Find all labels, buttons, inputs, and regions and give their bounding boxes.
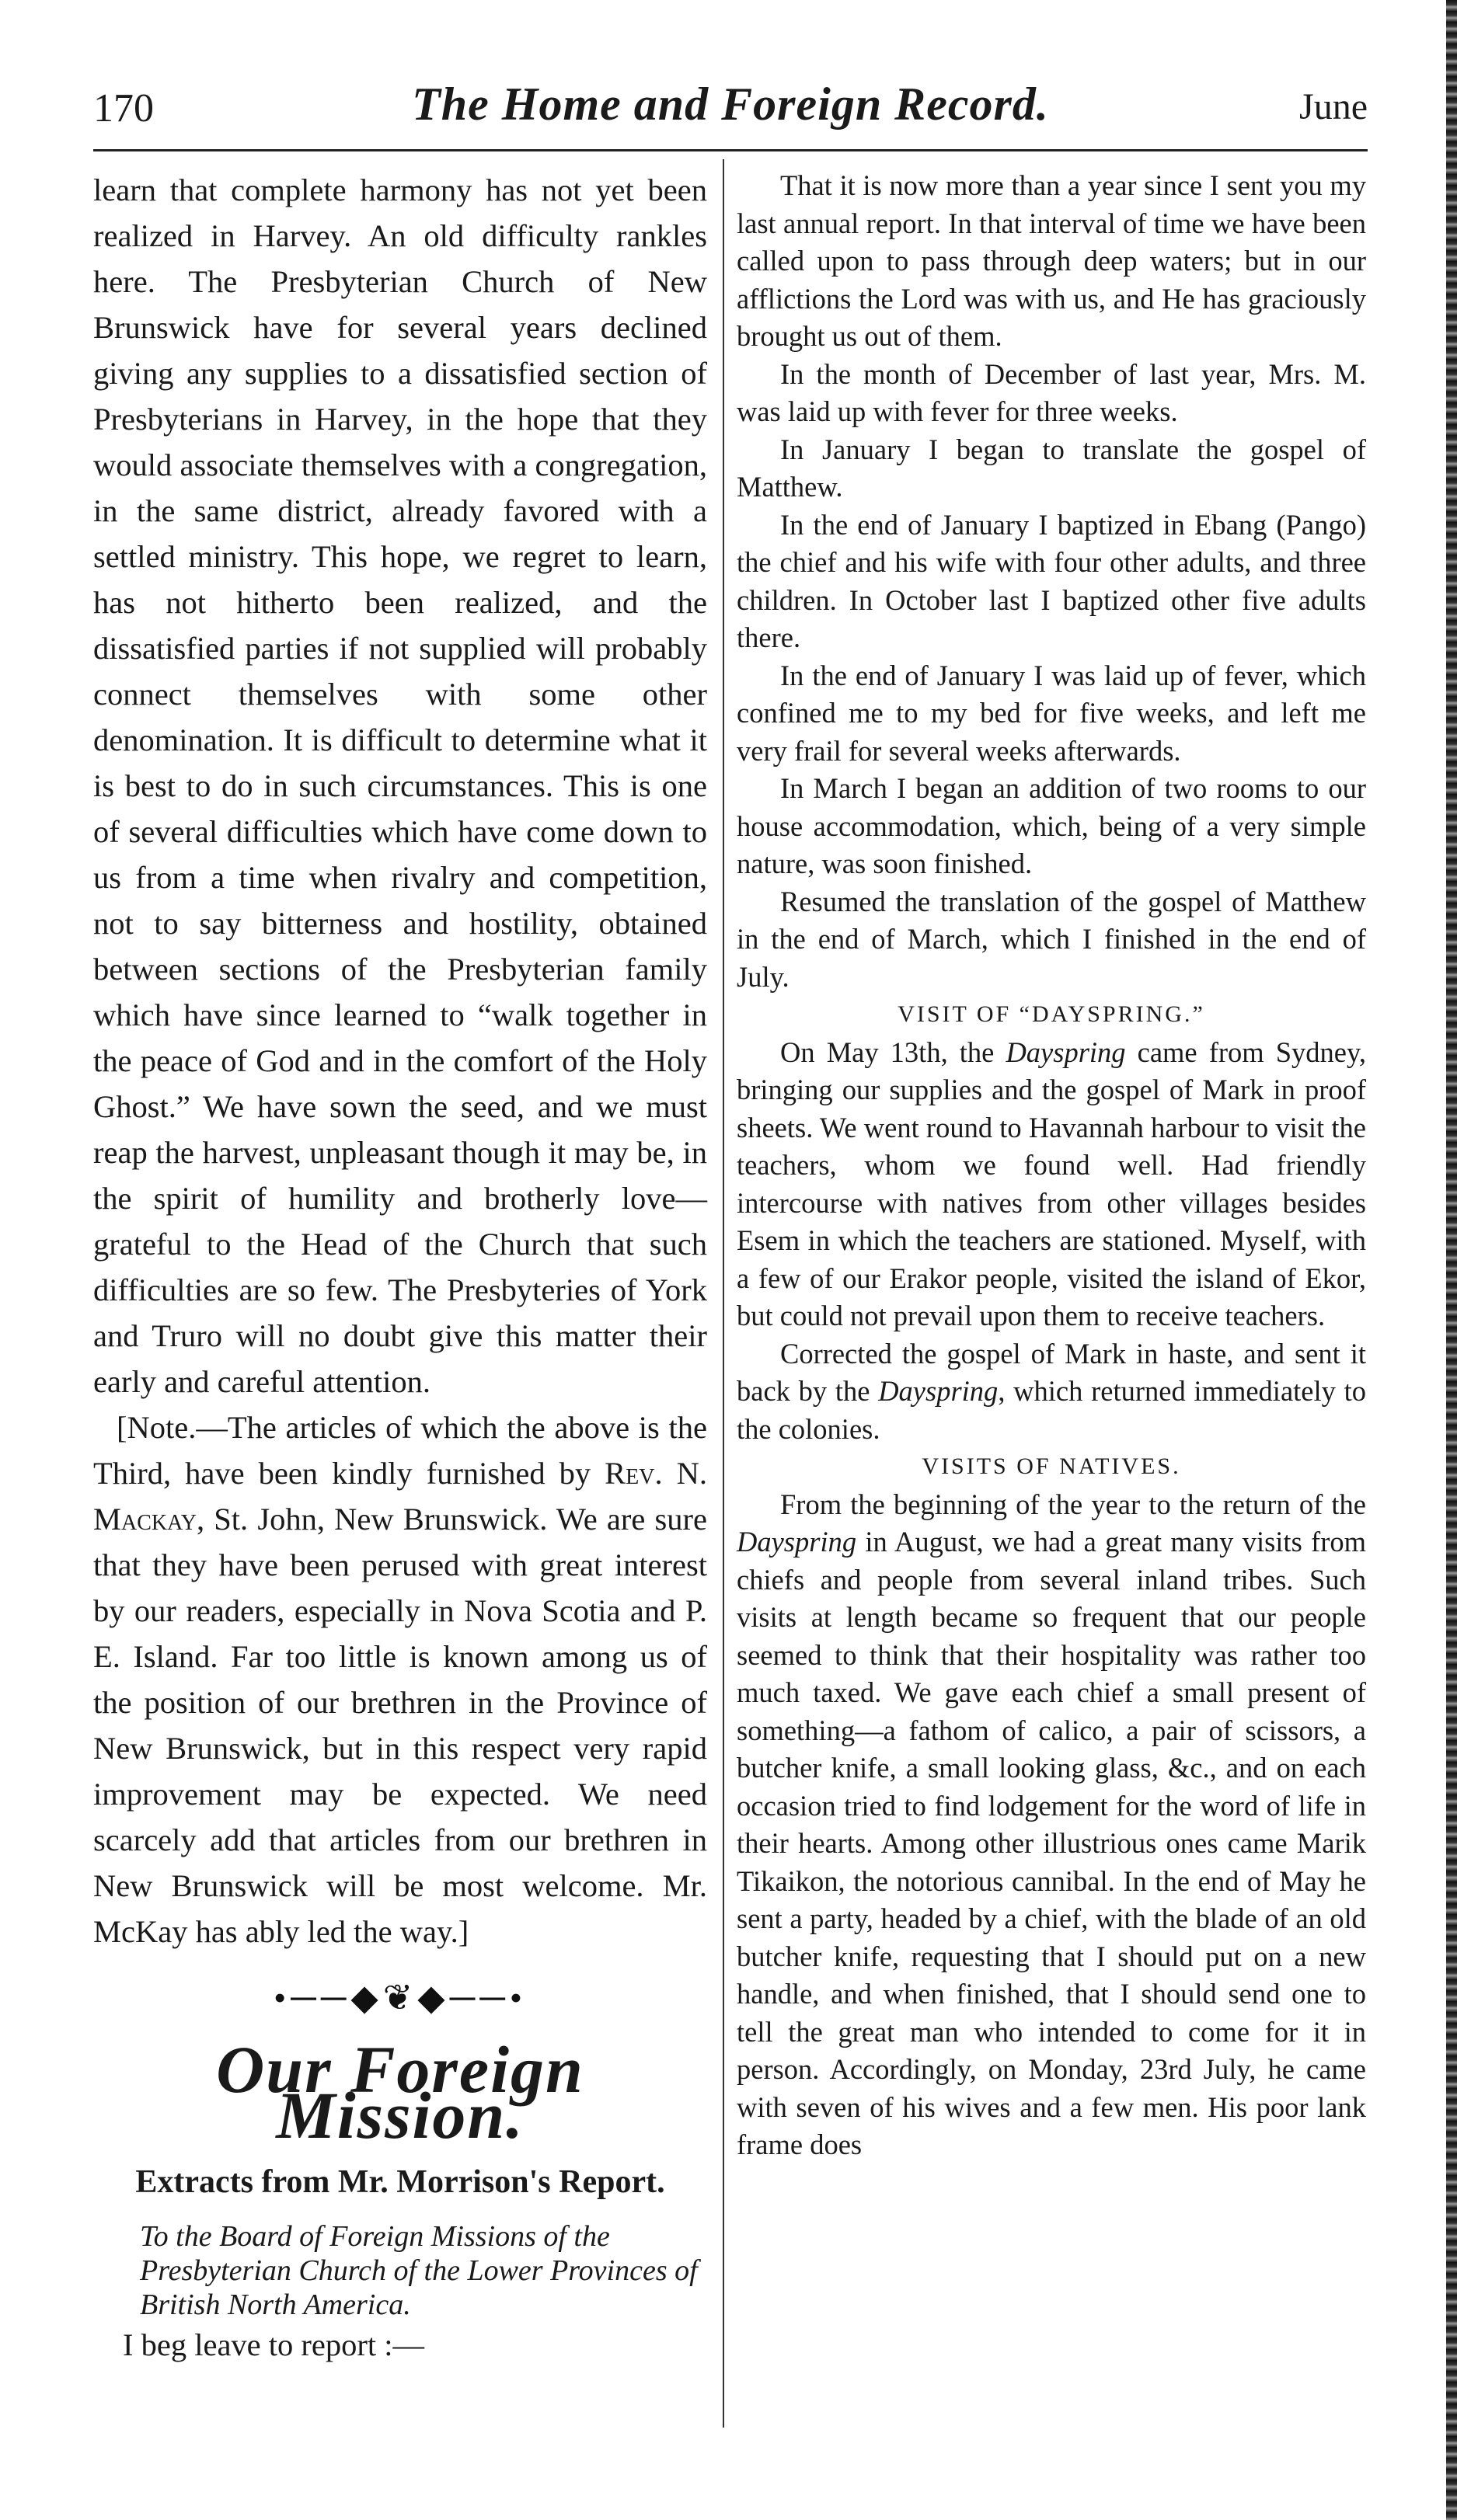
text-run: From the beginning of the year to the return of the bbox=[780, 1488, 1366, 1520]
right-column bbox=[737, 167, 1366, 2164]
paragraph: learn that complete harmony has not yet been realized in Harvey. An old difficulty rankles here. The Presbyterian Church of New Brunswick have for several years declined giving any supplies to a dissatisfied section of Presbyterians in Harvey, in the hope that they would associate themselves with a congregation, in the same district, already favored with a settled ministry. This hope, we regret to learn, has not hitherto been realized, and the dissatisfied parties if not supplied will probably connect themselves with some other denomination. It is difficult to determine what it is best to do in such circumstances. This is one of several difficulties which have come down to us from a time when rivalry and competition, not to say bitterness and hostility, obtained between sections of the Presbyterian family which have since learned to “walk together in the peace of God and in the comfort of the Holy Ghost.” We have sown the seed, and we must reap the harvest, unpleasant though it may be, in the spirit of humility and brotherly love—grateful to the Head of the Church that such difficulties are so few. The Presbyteries of York and Truro will no doubt give this matter their early and careful attention. bbox=[93, 172, 707, 1399]
report-address: To the Board of Foreign Missions of the Presbyterian Church of the Lower Provinces of British North America. bbox=[140, 2220, 698, 2321]
paragraph: In the end of January I baptized in Ebang (Pango) the chief and his wife with four other adults, and three children. In October last I baptized other five adults there. bbox=[737, 508, 1366, 653]
paragraph: In March I began an addition of two rooms to our house accommodation, which, being of a very simple nature, was soon finished. bbox=[737, 772, 1366, 879]
paragraph: In January I began to translate the gospel of Matthew. bbox=[737, 433, 1366, 503]
text-run: Corrected the gospel of Mark in haste, and sent it back by the bbox=[737, 1337, 1366, 1407]
column-divider bbox=[723, 159, 724, 2428]
paragraph bbox=[737, 1335, 1366, 1449]
ship-name: Dayspring bbox=[737, 1526, 857, 1558]
report-title: Extracts from Mr. Morrison's Report. bbox=[135, 2164, 665, 2200]
note-start: [Note.—The articles of which the above is the Third, have been kindly furnished by bbox=[93, 1410, 707, 1491]
left-column bbox=[93, 167, 707, 2368]
ornament-divider: •──◆❦◆──• bbox=[274, 1978, 527, 2017]
header-month: June bbox=[1299, 86, 1368, 127]
journal-title: The Home and Foreign Record. bbox=[412, 78, 1049, 130]
text-run: On May 13th, the bbox=[780, 1035, 1006, 1068]
page-header bbox=[93, 78, 1368, 140]
paragraph bbox=[737, 1034, 1366, 1335]
scan-edge bbox=[1446, 0, 1457, 2520]
text-run: in August, we had a great many visits from chiefs and people from several inland tribes. Such visits at length became so frequent that our people seemed to think that their hospitality was rather too much taxed. We gave each chief a small present of something—a fathom of calico, a pair of scissors, a butcher knife, a small looking glass, &c., and on each occasion tried to find lodgement for the word of life in their hearts. Among other illustrious ones came Marik Tikaikon, the notorious cannibal. In the end of May he sent a party, headed by a chief, with the blade of an old butcher knife, requesting that I should put on a new handle, and when finished, that I should send one to tell the great man who intended to come for it in person. Accordingly, on Monday, 23rd July, he came with seven of his wives and a few men. His poor lank frame does bbox=[737, 1526, 1366, 2160]
text-run: came from Sydney, bringing our supplies and the gospel of Mark in proof sheets. We went round to Havannah harbour to visit the teachers, whom we found well. Had friendly intercourse with natives from other villages besides Esem in which the teachers are stationed. Myself, with a few of our Erakor people, visited the island of Ekor, but could not prevail upon them to receive teachers. bbox=[737, 1035, 1367, 1331]
paragraph: That it is now more than a year since I sent you my last annual report. In that interval of time we have been called upon to pass through deep waters; but in our afflictions the Lord was with us, and He has graciously brought us out of them. bbox=[737, 169, 1366, 352]
note-author: Rev. N. Mackay bbox=[93, 1456, 708, 1537]
editor-note bbox=[93, 1404, 707, 1954]
mission-heading: Our Foreign Mission. bbox=[216, 2032, 584, 2153]
report-intro: I beg leave to report :— bbox=[123, 2327, 424, 2362]
text-run: , which returned immediately to the colonies. bbox=[737, 1375, 1367, 1445]
page-number: 170 bbox=[93, 86, 154, 131]
ship-name: Dayspring bbox=[878, 1375, 999, 1407]
paragraph: In the end of January I was laid up of fever, which confined me to my bed for five weeks, and left me very frail for several weeks afterwards. bbox=[737, 659, 1366, 767]
header-rule bbox=[93, 149, 1368, 151]
paragraph: In the month of December of last year, Mrs. M. was laid up with fever for three weeks. bbox=[737, 357, 1366, 427]
paragraph bbox=[737, 1486, 1366, 2164]
subheading-dayspring: VISIT OF “DAYSPRING.” bbox=[898, 1001, 1205, 1027]
subheading-natives: VISITS OF NATIVES. bbox=[922, 1453, 1181, 1479]
ship-name: Dayspring bbox=[1006, 1035, 1126, 1068]
note-rest: , St. John, New Brunswick. We are sure that they have been perused with great interest by our readers, especially in Nova Scotia and P. E. Island. Far too little is known among us of the position of our brethren in the Province of New Brunswick, but in this respect very rapid improvement may be expected. We need scarcely add that articles from our brethren in New Brunswick will be most welcome. Mr. McKay has ably led the way.] bbox=[93, 1502, 707, 1949]
paragraph: Resumed the translation of the gospel of Matthew in the end of March, which I finished in the end of July. bbox=[737, 885, 1366, 993]
